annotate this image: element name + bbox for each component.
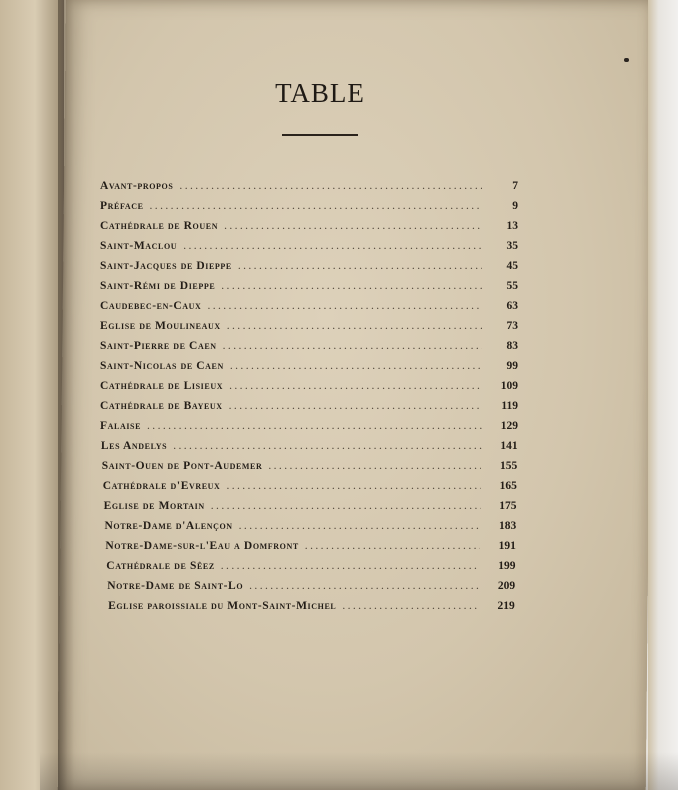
toc-entry [100,200,518,218]
toc-leader-dots [238,260,482,272]
toc-entry-title: Préface [100,200,144,212]
toc-entry [100,420,518,438]
toc-leader-dots [224,220,482,232]
toc-entry-page: 219 [497,600,515,612]
toc-entry-title: Cathédrale d'Evreux [102,480,221,492]
toc-entry [102,460,517,478]
toc-entry [100,400,518,418]
toc-leader-dots [221,560,480,572]
toc-leader-dots [229,400,482,412]
toc-entry [100,380,518,398]
toc-entry-page: 63 [506,300,518,312]
toc-leader-dots [342,600,478,612]
toc-entry [100,360,518,378]
bottom-shadow [40,752,678,790]
toc-entry-page: 165 [499,480,517,492]
toc-entry-page: 119 [501,400,518,412]
toc-entry-page: 7 [512,180,518,192]
toc-leader-dots [207,300,482,312]
toc-entry-title: Cathédrale de Lisieux [100,380,224,392]
toc-leader-dots [173,440,481,452]
toc-entry-title: Saint-Jacques de Dieppe [100,260,232,272]
toc-entry-page: 99 [506,360,518,372]
toc-entry-title: Caudebec-en-Caux [100,300,202,312]
toc-leader-dots [183,240,482,252]
toc-entry-page: 199 [498,560,516,572]
toc-leader-dots [239,520,481,532]
toc-entry [104,500,517,518]
toc-entry [100,320,518,338]
toc-entry [101,440,518,458]
toc-entry [100,280,518,298]
toc-entry-title: Saint-Pierre de Caen [100,340,217,352]
toc-entry [107,580,515,598]
toc-leader-dots [249,580,479,592]
toc-leader-dots [147,420,482,432]
toc-entry-page: 73 [506,320,518,332]
toc-entry [100,300,518,318]
toc-entry [100,220,518,238]
toc-entry-page: 9 [512,200,518,212]
toc-leader-dots [221,280,482,292]
toc-leader-dots [179,180,482,192]
toc-entry [100,340,518,358]
toc-entry-title: Saint-Rémi de Dieppe [100,280,216,292]
toc-entry-title: Saint-Maclou [100,240,178,252]
toc-entry-title: Cathédrale de Bayeux [100,400,223,412]
toc-entry-page: 45 [506,260,518,272]
toc-entry-title: Eglise de Moulineaux [100,320,221,332]
toc-leader-dots [226,480,480,492]
ink-speck [624,58,629,62]
toc-entry-page: 175 [499,500,517,512]
toc-entry [100,180,518,198]
toc-entry-title: Notre-Dame-sur-l'Eau a Domfront [105,540,299,552]
toc-entry-title: Falaise [100,420,142,432]
book-gutter [58,0,74,790]
toc-leader-dots [229,380,482,392]
toc-entry-title: Notre-Dame d'Alençon [104,520,233,532]
toc-entry-title: Cathédrale de Sêez [106,560,215,572]
toc-entry-page: 155 [500,460,518,472]
page-title: TABLE [275,78,365,108]
toc-entry-page: 141 [500,440,518,452]
toc-leader-dots [227,320,482,332]
toc-entry [108,600,515,618]
toc-leader-dots [150,200,482,212]
toc-leader-dots [268,460,481,472]
toc-entry-title: Les Andelys [100,440,168,452]
toc-entry-title: Avant-propos [100,180,174,192]
toc-entry-title: Eglise paroissiale du Mont-Saint-Michel [108,600,337,612]
toc-entry-page: 109 [500,380,518,392]
toc-entry [103,480,517,498]
toc-leader-dots [230,360,482,372]
toc-entry [105,520,517,538]
toc-entry-title: Eglise de Mortain [103,500,205,512]
toc-entry [100,260,518,278]
toc-entry [100,240,518,258]
toc-entry-title: Cathédrale de Rouen [100,220,219,232]
toc-entry [105,540,515,558]
toc-leader-dots [223,340,482,352]
toc-entry-page: 129 [500,420,518,432]
toc-entry-page: 13 [506,220,518,232]
toc-entry-page: 35 [506,240,518,252]
toc-leader-dots [211,500,481,512]
toc-entry-page: 191 [498,540,516,552]
toc-entry-page: 209 [497,580,516,592]
toc-entry-page: 183 [498,520,517,532]
title-rule [282,134,358,136]
toc-entry-page: 55 [506,280,518,292]
right-page-edge [648,0,678,790]
toc-entry-title: Notre-Dame de Saint-Lo [107,580,244,592]
toc-entry-title: Saint-Ouen de Pont-Audemer [101,460,263,472]
left-page-edge [0,0,64,790]
toc-leader-dots [305,540,480,552]
toc-entry-title: Saint-Nicolas de Caen [100,360,224,372]
toc-entry-page: 83 [506,340,518,352]
toc-entry [106,560,515,578]
